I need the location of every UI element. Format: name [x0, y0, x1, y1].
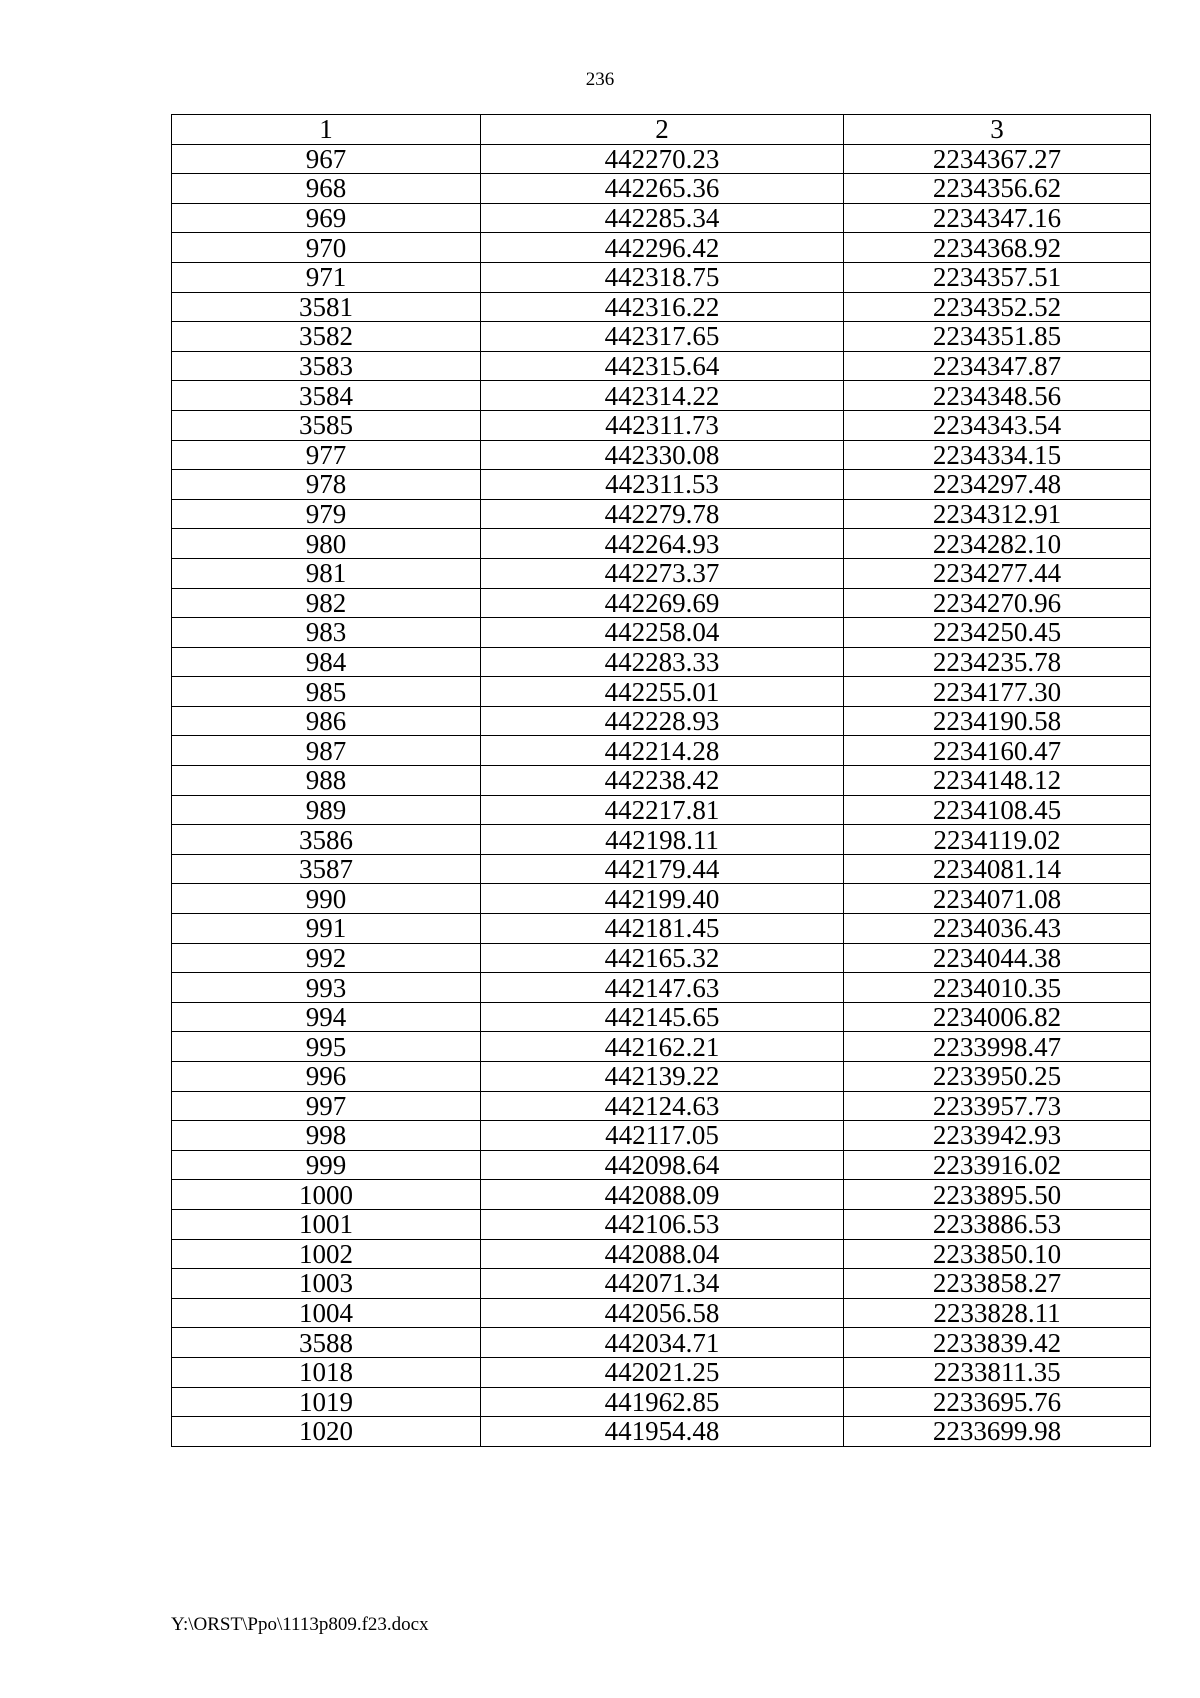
coordinate-x-cell: 442117.05 — [481, 1121, 844, 1151]
table-header-row — [172, 115, 1151, 145]
point-number-cell: 994 — [172, 1002, 481, 1032]
point-number-cell: 990 — [172, 884, 481, 914]
footer-file-path: Y:\ORST\Ppo\1113p809.f23.docx — [171, 1614, 429, 1635]
table-row — [172, 766, 1151, 796]
table-row — [172, 233, 1151, 263]
table-row — [172, 322, 1151, 352]
coordinate-y-cell: 2233957.73 — [844, 1091, 1151, 1121]
point-number-cell: 1004 — [172, 1298, 481, 1328]
coordinate-x-cell: 442315.64 — [481, 351, 844, 381]
point-number-cell: 989 — [172, 795, 481, 825]
table-row — [172, 1357, 1151, 1387]
coordinate-x-cell: 442106.53 — [481, 1209, 844, 1239]
point-number-cell: 969 — [172, 203, 481, 233]
point-number-cell: 980 — [172, 529, 481, 559]
coordinate-y-cell: 2234356.62 — [844, 174, 1151, 204]
coordinate-x-cell: 442139.22 — [481, 1062, 844, 1092]
table-row — [172, 677, 1151, 707]
coordinate-x-cell: 442098.64 — [481, 1150, 844, 1180]
coordinate-y-cell: 2233695.76 — [844, 1387, 1151, 1417]
point-number-cell: 977 — [172, 440, 481, 470]
coordinate-y-cell: 2234071.08 — [844, 884, 1151, 914]
coordinate-y-cell: 2234148.12 — [844, 766, 1151, 796]
table-row — [172, 1062, 1151, 1092]
table-row — [172, 1180, 1151, 1210]
coordinate-y-cell: 2234006.82 — [844, 1002, 1151, 1032]
coordinate-x-cell: 442270.23 — [481, 144, 844, 174]
coordinate-x-cell: 442162.21 — [481, 1032, 844, 1062]
coordinate-y-cell: 2234036.43 — [844, 914, 1151, 944]
table-row — [172, 854, 1151, 884]
point-number-cell: 1020 — [172, 1417, 481, 1447]
coordinate-y-cell: 2234347.16 — [844, 203, 1151, 233]
coordinate-y-cell: 2234277.44 — [844, 558, 1151, 588]
coordinate-x-cell: 442238.42 — [481, 766, 844, 796]
table-row — [172, 1239, 1151, 1269]
table-row — [172, 825, 1151, 855]
table-row — [172, 1417, 1151, 1447]
coordinate-x-cell: 442179.44 — [481, 854, 844, 884]
point-number-cell: 967 — [172, 144, 481, 174]
table-row — [172, 943, 1151, 973]
table-row — [172, 144, 1151, 174]
table-row — [172, 1298, 1151, 1328]
table-row — [172, 529, 1151, 559]
table-row — [172, 588, 1151, 618]
coordinate-y-cell: 2233811.35 — [844, 1357, 1151, 1387]
coordinate-y-cell: 2233950.25 — [844, 1062, 1151, 1092]
point-number-cell: 988 — [172, 766, 481, 796]
point-number-cell: 978 — [172, 470, 481, 500]
coordinate-y-cell: 2233895.50 — [844, 1180, 1151, 1210]
coordinate-x-cell: 442056.58 — [481, 1298, 844, 1328]
table-row — [172, 1121, 1151, 1151]
coordinate-y-cell: 2234108.45 — [844, 795, 1151, 825]
coordinate-x-cell: 442330.08 — [481, 440, 844, 470]
point-number-cell: 993 — [172, 973, 481, 1003]
coordinate-y-cell: 2234334.15 — [844, 440, 1151, 470]
coordinate-y-cell: 2233699.98 — [844, 1417, 1151, 1447]
coordinate-x-cell: 442021.25 — [481, 1357, 844, 1387]
coordinate-x-cell: 442181.45 — [481, 914, 844, 944]
coordinate-y-cell: 2234177.30 — [844, 677, 1151, 707]
table-row — [172, 884, 1151, 914]
table-row — [172, 1328, 1151, 1358]
table-row — [172, 914, 1151, 944]
point-number-cell: 986 — [172, 706, 481, 736]
coordinate-y-cell: 2233828.11 — [844, 1298, 1151, 1328]
table-row — [172, 174, 1151, 204]
point-number-cell: 984 — [172, 647, 481, 677]
coordinate-x-cell: 441962.85 — [481, 1387, 844, 1417]
coordinate-y-cell: 2234190.58 — [844, 706, 1151, 736]
point-number-cell: 991 — [172, 914, 481, 944]
point-number-cell: 997 — [172, 1091, 481, 1121]
coordinate-x-cell: 442314.22 — [481, 381, 844, 411]
coordinate-x-cell: 442283.33 — [481, 647, 844, 677]
coordinate-x-cell: 442264.93 — [481, 529, 844, 559]
table-row — [172, 499, 1151, 529]
point-number-cell: 971 — [172, 262, 481, 292]
point-number-cell: 995 — [172, 1032, 481, 1062]
coordinate-x-cell: 442088.09 — [481, 1180, 844, 1210]
coordinate-x-cell: 442255.01 — [481, 677, 844, 707]
table-row — [172, 706, 1151, 736]
point-number-cell: 985 — [172, 677, 481, 707]
column-header-3: 3 — [844, 115, 1151, 145]
coordinate-x-cell: 442258.04 — [481, 618, 844, 648]
coordinate-x-cell: 442228.93 — [481, 706, 844, 736]
point-number-cell: 3587 — [172, 854, 481, 884]
coordinate-y-cell: 2233942.93 — [844, 1121, 1151, 1151]
point-number-cell: 3584 — [172, 381, 481, 411]
column-header-2: 2 — [481, 115, 844, 145]
coordinate-x-cell: 442198.11 — [481, 825, 844, 855]
coordinate-y-cell: 2234297.48 — [844, 470, 1151, 500]
table-row — [172, 440, 1151, 470]
point-number-cell: 982 — [172, 588, 481, 618]
coordinate-y-cell: 2234160.47 — [844, 736, 1151, 766]
coordinate-x-cell: 442124.63 — [481, 1091, 844, 1121]
point-number-cell: 1019 — [172, 1387, 481, 1417]
coordinate-y-cell: 2234044.38 — [844, 943, 1151, 973]
coordinate-y-cell: 2234250.45 — [844, 618, 1151, 648]
coordinate-y-cell: 2233839.42 — [844, 1328, 1151, 1358]
point-number-cell: 3582 — [172, 322, 481, 352]
coordinate-x-cell: 442145.65 — [481, 1002, 844, 1032]
coordinates-table — [171, 114, 1151, 1447]
coordinate-y-cell: 2233916.02 — [844, 1150, 1151, 1180]
point-number-cell: 3588 — [172, 1328, 481, 1358]
table-row — [172, 292, 1151, 322]
coordinate-x-cell: 442071.34 — [481, 1269, 844, 1299]
page-number: 236 — [585, 69, 615, 90]
table-row — [172, 1032, 1151, 1062]
table-row — [172, 795, 1151, 825]
point-number-cell: 999 — [172, 1150, 481, 1180]
table-row — [172, 1387, 1151, 1417]
coordinate-y-cell: 2234347.87 — [844, 351, 1151, 381]
coordinate-y-cell: 2233886.53 — [844, 1209, 1151, 1239]
coordinate-y-cell: 2233850.10 — [844, 1239, 1151, 1269]
table-row — [172, 381, 1151, 411]
coordinate-y-cell: 2234351.85 — [844, 322, 1151, 352]
point-number-cell: 3585 — [172, 410, 481, 440]
table-row — [172, 262, 1151, 292]
coordinate-x-cell: 442273.37 — [481, 558, 844, 588]
coordinate-y-cell: 2233858.27 — [844, 1269, 1151, 1299]
coordinate-x-cell: 442316.22 — [481, 292, 844, 322]
coordinate-x-cell: 442265.36 — [481, 174, 844, 204]
table-row — [172, 1269, 1151, 1299]
coordinate-y-cell: 2233998.47 — [844, 1032, 1151, 1062]
coordinate-x-cell: 442296.42 — [481, 233, 844, 263]
point-number-cell: 1000 — [172, 1180, 481, 1210]
point-number-cell: 1003 — [172, 1269, 481, 1299]
coordinate-x-cell: 442311.53 — [481, 470, 844, 500]
coordinate-y-cell: 2234357.51 — [844, 262, 1151, 292]
table-row — [172, 973, 1151, 1003]
point-number-cell: 1018 — [172, 1357, 481, 1387]
coordinate-x-cell: 442034.71 — [481, 1328, 844, 1358]
coordinate-y-cell: 2234270.96 — [844, 588, 1151, 618]
coordinate-x-cell: 441954.48 — [481, 1417, 844, 1447]
point-number-cell: 1002 — [172, 1239, 481, 1269]
coordinate-y-cell: 2234081.14 — [844, 854, 1151, 884]
point-number-cell: 996 — [172, 1062, 481, 1092]
coordinate-y-cell: 2234352.52 — [844, 292, 1151, 322]
table-row — [172, 618, 1151, 648]
point-number-cell: 968 — [172, 174, 481, 204]
table-row — [172, 1150, 1151, 1180]
table-row — [172, 351, 1151, 381]
point-number-cell: 1001 — [172, 1209, 481, 1239]
table-row — [172, 470, 1151, 500]
coordinate-y-cell: 2234119.02 — [844, 825, 1151, 855]
point-number-cell: 998 — [172, 1121, 481, 1151]
point-number-cell: 987 — [172, 736, 481, 766]
point-number-cell: 3581 — [172, 292, 481, 322]
table-row — [172, 1209, 1151, 1239]
coordinate-x-cell: 442214.28 — [481, 736, 844, 766]
coordinate-y-cell: 2234312.91 — [844, 499, 1151, 529]
coordinate-x-cell: 442217.81 — [481, 795, 844, 825]
table-row — [172, 1091, 1151, 1121]
coordinate-x-cell: 442311.73 — [481, 410, 844, 440]
coordinate-x-cell: 442147.63 — [481, 973, 844, 1003]
coordinate-x-cell: 442318.75 — [481, 262, 844, 292]
coordinate-y-cell: 2234282.10 — [844, 529, 1151, 559]
coordinate-x-cell: 442088.04 — [481, 1239, 844, 1269]
coordinate-x-cell: 442279.78 — [481, 499, 844, 529]
table-body — [172, 144, 1151, 1446]
coordinate-y-cell: 2234010.35 — [844, 973, 1151, 1003]
table-row — [172, 1002, 1151, 1032]
point-number-cell: 992 — [172, 943, 481, 973]
column-header-1: 1 — [172, 115, 481, 145]
point-number-cell: 983 — [172, 618, 481, 648]
coordinate-y-cell: 2234348.56 — [844, 381, 1151, 411]
coordinate-x-cell: 442269.69 — [481, 588, 844, 618]
point-number-cell: 981 — [172, 558, 481, 588]
table-row — [172, 558, 1151, 588]
coordinate-y-cell: 2234367.27 — [844, 144, 1151, 174]
coordinate-y-cell: 2234343.54 — [844, 410, 1151, 440]
point-number-cell: 970 — [172, 233, 481, 263]
table-row — [172, 410, 1151, 440]
table-row — [172, 736, 1151, 766]
table-row — [172, 203, 1151, 233]
coordinate-y-cell: 2234235.78 — [844, 647, 1151, 677]
coordinate-y-cell: 2234368.92 — [844, 233, 1151, 263]
point-number-cell: 3586 — [172, 825, 481, 855]
point-number-cell: 3583 — [172, 351, 481, 381]
table-row — [172, 647, 1151, 677]
coordinate-x-cell: 442285.34 — [481, 203, 844, 233]
point-number-cell: 979 — [172, 499, 481, 529]
coordinate-x-cell: 442165.32 — [481, 943, 844, 973]
coordinate-x-cell: 442317.65 — [481, 322, 844, 352]
coordinate-x-cell: 442199.40 — [481, 884, 844, 914]
